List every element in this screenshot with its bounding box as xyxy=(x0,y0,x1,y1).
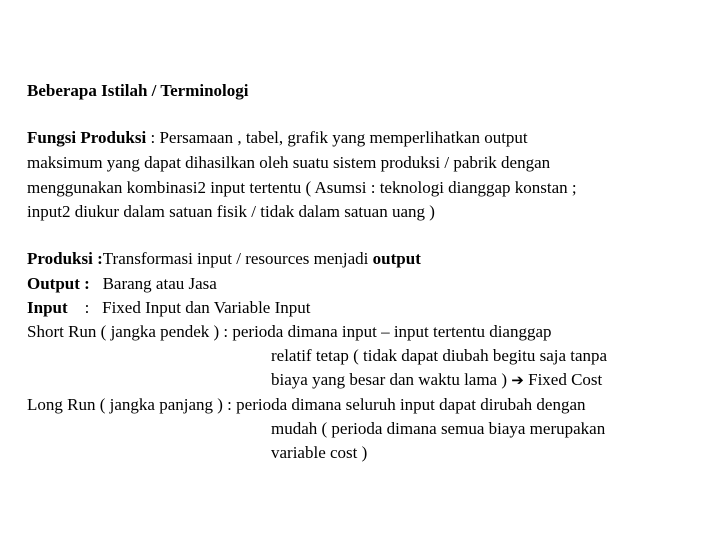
produksi-term: Produksi : xyxy=(27,249,103,268)
arrow-right-icon: ➔ xyxy=(511,371,524,389)
input-term: Input xyxy=(27,298,68,317)
short-run-line-1: Short Run ( jangka pendek ) : perioda dimana input – input tertentu dianggap xyxy=(27,322,552,341)
output-term: Output : xyxy=(27,274,90,293)
short-run-line-2: relatif tetap ( tidak dapat diubah begitu saja tanpa xyxy=(271,346,608,365)
input-definition: Input : Fixed Input dan Variable Input xyxy=(27,298,311,317)
short-run-line-3: biaya yang besar dan waktu lama ) ➔ Fixed Cost xyxy=(271,370,603,389)
fungsi-produksi-line-3: menggunakan kombinasi2 input tertentu ( Asumsi : teknologi dianggap konstan ; xyxy=(27,178,577,197)
output-definition: Output : Barang atau Jasa xyxy=(27,274,217,293)
produksi-definition: Produksi :Transformasi input / resources menjadi output xyxy=(27,249,421,268)
long-run-line-1: Long Run ( jangka panjang ) : perioda dimana seluruh input dapat dirubah dengan xyxy=(27,395,586,414)
slide-heading: Beberapa Istilah / Terminologi xyxy=(27,81,249,100)
fungsi-produksi-line-2: maksimum yang dapat dihasilkan oleh suatu sistem produksi / pabrik dengan xyxy=(27,153,551,172)
fungsi-produksi-line-1: Fungsi Produksi : Persamaan , tabel, grafik yang memperlihatkan output xyxy=(27,128,528,147)
fungsi-produksi-line-4: input2 diukur dalam satuan fisik / tidak dalam satuan uang ) xyxy=(27,202,435,221)
long-run-line-2: mudah ( perioda dimana semua biaya merupakan xyxy=(271,419,606,438)
fungsi-produksi-term: Fungsi Produksi xyxy=(27,128,147,147)
long-run-line-3: variable cost ) xyxy=(271,443,368,462)
